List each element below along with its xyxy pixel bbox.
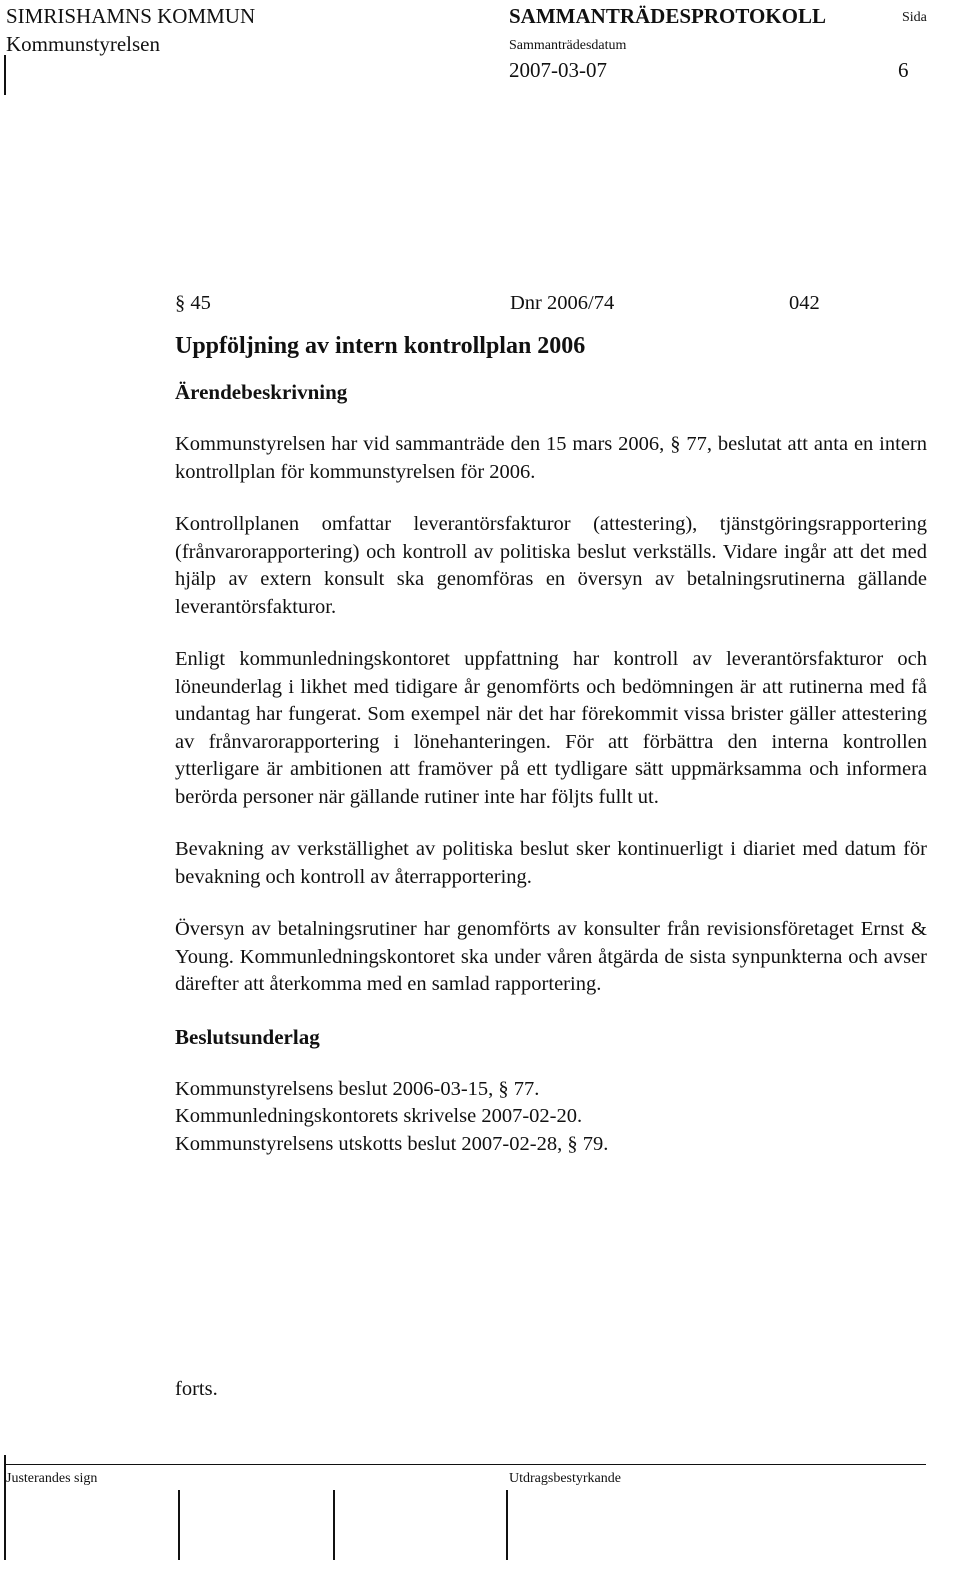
page-label: Sida (902, 10, 927, 25)
municipality-name: SIMRISHAMNS KOMMUN (6, 4, 256, 28)
paragraph-number: § 45 (175, 292, 211, 314)
basis-item: Kommunstyrelsens utskotts beslut 2007-02-28, § 79. (175, 1132, 609, 1155)
item-title: Uppföljning av intern kontrollplan 2006 (175, 333, 586, 359)
certification-label: Utdragsbestyrkande (509, 1471, 621, 1486)
description-paragraph: Enligt kommunledningskontoret uppfattning har kontroll av leverantörsfakturor och löneunderlag i likhet med tidigare år genomförts och bedömningen är att rutinerna med få undantag har fungerat. Som exempel när det har förekommit vissa brister gäller attestering av frånvarorapportering i lönehanteringen. För att förbättra den interna kontrollen ytterligare är ambitionen att framöver på ett tydligare sätt uppmärksamma och informera berörda personer när gällande rutiner inte har följts fullt ut. (175, 648, 927, 808)
basis-list (175, 1076, 927, 1159)
description-paragraph: Översyn av betalningsrutiner har genomförts av konsulter från revisionsföretaget Ernst & Young. Kommunledningskontoret ska under våren åtgärda de sista synpunkterna och avser därefter att återkomma med en samlad rapportering. (175, 918, 927, 995)
basis-item: Kommunledningskontorets skrivelse 2007-02-20. (175, 1105, 583, 1127)
description-paragraph: Kommunstyrelsen har vid sammanträde den 15 mars 2006, § 77, beslutat att anta en intern kontrollplan för kommunstyrelsen för 2006. (175, 433, 927, 483)
meeting-date-label: Sammanträdesdatum (509, 38, 627, 53)
registration-number: Dnr 2006/74 (510, 292, 615, 314)
description-paragraph: Bevakning av verkställighet av politiska beslut sker kontinuerligt i diariet med datum för bevakning och kontroll av återrapportering. (175, 838, 927, 888)
committee-name: Kommunstyrelsen (6, 32, 160, 56)
signature-box-divider (333, 1490, 335, 1560)
description-heading: Ärendebeskrivning (175, 380, 348, 404)
description-paragraph: Kontrollplanen omfattar leverantörsfakturor (attestering), tjänstgöringsrapportering (frånvarorapportering) och kontroll av politiska beslut verkställs. Vidare ingår att det med hjälp av extern konsult ska genomföras en översyn av betalningsrutinerna gällande leverantörsfakturor. (175, 513, 927, 618)
protocol-item (175, 290, 927, 1158)
basis-item: Kommunstyrelsens beslut 2006-03-15, § 77. (175, 1077, 540, 1100)
footer-rule (4, 1464, 926, 1465)
item-reference-row (175, 290, 927, 322)
page-number: 6 (898, 58, 909, 82)
header-rule (4, 55, 6, 95)
basis-heading: Beslutsunderlag (175, 1024, 320, 1049)
meeting-date: 2007-03-07 (509, 58, 607, 82)
continuation-note: forts. (175, 1378, 218, 1400)
signature-box-divider (506, 1490, 508, 1560)
signature-box-divider (178, 1490, 180, 1560)
signature-label: Justerandes sign (6, 1471, 98, 1486)
classification-code: 042 (789, 292, 820, 314)
document-type: SAMMANTRÄDESPROTOKOLL (509, 4, 826, 28)
